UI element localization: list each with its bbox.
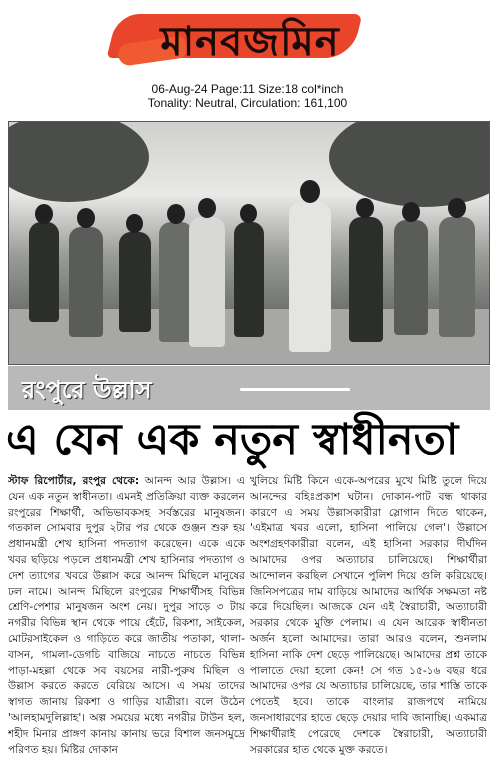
clipping-meta-date-size: 06-Aug-24 Page:11 Size:18 col*inch: [151, 82, 344, 96]
clipping-meta-tonality: Tonality: Neutral, Circulation: 161,100: [147, 96, 348, 110]
kicker-text: রংপুরে উল্লাস: [22, 376, 152, 404]
article-kicker-banner: [8, 366, 490, 410]
tree-canopy-left: [8, 121, 149, 202]
article-byline: স্টাফ রিপোর্টার, রংপুর থেকে:: [8, 475, 140, 487]
newspaper-masthead: [0, 0, 495, 120]
rally-photo: [8, 121, 490, 365]
tree-canopy-right: [329, 121, 490, 207]
article-column-left: [8, 474, 245, 774]
article-column-right: [250, 474, 487, 774]
article-body-left: আনন্দ আর উল্লাস। এ যেন এক নতুন স্বাধীনতা। এমনই প্রতিক্রিয়া ব্যক্ত করলেন রংপুরের শিক্ষার্থী, অভিভাবকসহ সর্বস্তরের মানুষজন। গতকাল সোমবার দুপুর ২টার পর থেকে গুঞ্জন শুরু হয় প্রধানমন্ত্রী শেখ হাসিনা পদত্যাগ করেছেন। একে একে খবর ছড়িয়ে পড়লে প্রধানমন্ত্রী শেখ হাসিনার পদত্যাগ ও দেশ ত্যাগের খবরে উল্লাস করে আনন্দ মিছিলে মানুষের ঢল নামে। আনন্দ মিছিলে রংপুরের শিক্ষার্থীসহ বিভিন্ন শ্রেণি-পেশার মানুষজন অংশ নেয়। দুপুর সাড়ে ৩ টায় নগরীর বিভিন্ন স্থান থেকে পায়ে হেঁটে, রিকশা, সাইকেল, মোটরসাইকেল ও গাড়িতে করে জাতীয় পতাকা, থালা-বাসন, গামলা-ডেগচি বাজিয়ে নাচতে নাচতে বিভিন্ন পাড়া-মহল্লা থেকে সব বয়সের নারী-পুরুষ মিছিল ও উল্লাস করতে করতে বেরিয়ে আসে। এ সময় তাদের স্বাগত জানায় রিকশা ও গাড়ির যাত্রীরা। বলে উঠেন 'আলহামদুলিল্লাহ'। অল্প সময়ের মধ্যে নগরীর টাউন হল, শহীদ মিনার প্রাঙ্গণ কানায় কানায় ভরে বিশাল জনসমুদ্রে পরিণত হয়। মিষ্টির দোকান: [8, 475, 245, 756]
newspaper-logo: মানবজমিন: [160, 18, 340, 65]
article-headline: এ যেন এক নতুন স্বাধীনতা: [6, 415, 459, 465]
kicker-underline: [240, 388, 350, 391]
article-body-right: খুলিয়ে মিষ্টি কিনে একে-অপরের মুখে মিষ্টি তুলে দিয়ে আনন্দের বহিঃপ্রকাশ ঘটান। দোকান-পাট বন্ধ থাকার কারণে এ সময় উল্লাসকারীরা স্লোগান দিতে থাকেন, 'এইমাত্র খবর এলো, হাসিনা পালিয়ে গেল'। উল্লাসে অংশগ্রহণকারীরা বলেন, এই হাসিনা সরকার দীর্ঘদিন আমাদের ওপর অত্যাচার চালিয়েছে। শিক্ষার্থীরা আন্দোলন করছিল সেখানে পুলিশ দিয়ে গুলি করিয়েছে। জিনিসপত্রের দাম বাড়িয়ে আমাদের আর্থিক সক্ষমতা নষ্ট করে দিয়েছিল। আজকে যেন এই স্বৈরাচারী, অত্যাচারী সরকার থেকে মুক্তি পেলাম। এ যেন আরেক স্বাধীনতা অর্জন হলো আমাদের। তারা আরও বলেন, শুনলাম হাসিনা নাকি দেশ ছেড়ে পালিয়েছে। আমাদের প্রশ্ন তাকে পালাতে দেয়া হলো কেন! সে গত ১৫-১৬ বছর ধরে আমাদের ওপর যে অত্যাচার চালিয়েছে, তার শাস্তি তাকে পেতেই হবে। তাকে বাংলার রাজপথে নামিয়ে জনসাধারণের হাতে ছেড়ে দেয়ার দাবি জানাচ্ছি। একমাত্র শিক্ষার্থীরাই পেরেছে দেশকে স্বৈরাচারী, অত্যাচারী সরকারের হাত থেকে মুক্ত করতে।: [250, 475, 487, 756]
